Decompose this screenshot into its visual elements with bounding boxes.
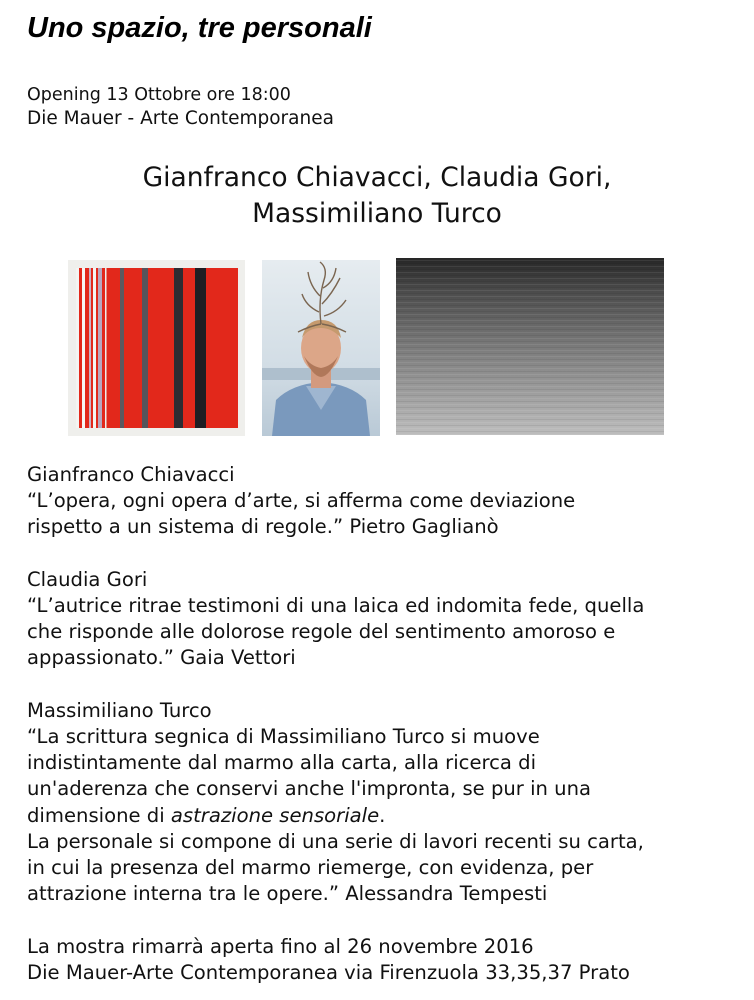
quote-emphasis: astrazione sensoriale [170, 803, 380, 827]
portrait-photo-image [262, 260, 380, 436]
section-turco-name: Massimiliano Turco [27, 698, 212, 722]
section-chiavacci-quote-line: “L’opera, ogni opera d’arte, si afferma come deviazione [27, 489, 576, 513]
document-title: Uno spazio, tre personali [27, 12, 372, 44]
section-gori-quote-line: appassionato.” Gaia Vettori [27, 646, 296, 670]
section-turco-quote-line: “La scrittura segnica di Massimiliano Turco si muove [27, 725, 540, 748]
artists-line-1: Gianfranco Chiavacci, Claudia Gori, [142, 162, 612, 193]
paragraph-gap [27, 672, 742, 698]
closing-dates: La mostra rimarrà aperta fino al 26 novembre 2016 [27, 934, 534, 958]
paragraph-gap [27, 541, 742, 567]
body-text [27, 462, 742, 986]
section-turco-quote-line [27, 803, 742, 829]
artists-heading [0, 160, 754, 232]
artists-line-2: Massimiliano Turco [252, 198, 502, 229]
marble-texture-graphic [396, 258, 664, 435]
venue-name: Die Mauer - Arte Contemporanea [27, 108, 334, 129]
paragraph-gap [27, 907, 742, 933]
red-stripes-painting-graphic [68, 260, 245, 436]
section-turco-quote-line: La personale si compone di una serie di lavori recenti su carta, [27, 829, 644, 853]
section-turco-quote-line: in cui la presenza del marmo riemerge, con evidenza, per [27, 856, 594, 880]
section-turco-quote-line: indistintamente dal marmo alla carta, alla ricerca di [27, 751, 537, 775]
section-gori-quote-line: “L’autrice ritrae testimoni di una laica ed indomita fede, quella [27, 594, 645, 617]
closing-address: Die Mauer-Arte Contemporanea via Firenzuola 33,35,37 Prato [27, 960, 630, 984]
marble-texture-image [396, 258, 664, 435]
red-stripes-painting-image [68, 260, 245, 436]
section-turco-quote-line: un'aderenza che conservi anche l'impronta, se pur in una [27, 777, 592, 801]
opening-date: Opening 13 Ottobre ore 18:00 [27, 85, 291, 105]
section-gori-name: Claudia Gori [27, 567, 148, 591]
section-gori-quote-line: che risponde alle dolorose regole del sentimento amoroso e [27, 620, 616, 644]
section-turco-quote-line: attrazione interna tra le opere.” Alessandra Tempesti [27, 882, 548, 906]
quote-text: . [379, 803, 386, 827]
section-chiavacci-name: Gianfranco Chiavacci [27, 463, 235, 486]
portrait-photo-graphic [262, 260, 380, 436]
section-chiavacci-quote-line: rispetto a un sistema di regole.” Pietro Gaglianò [27, 515, 499, 539]
quote-text: dimensione di [27, 803, 171, 827]
